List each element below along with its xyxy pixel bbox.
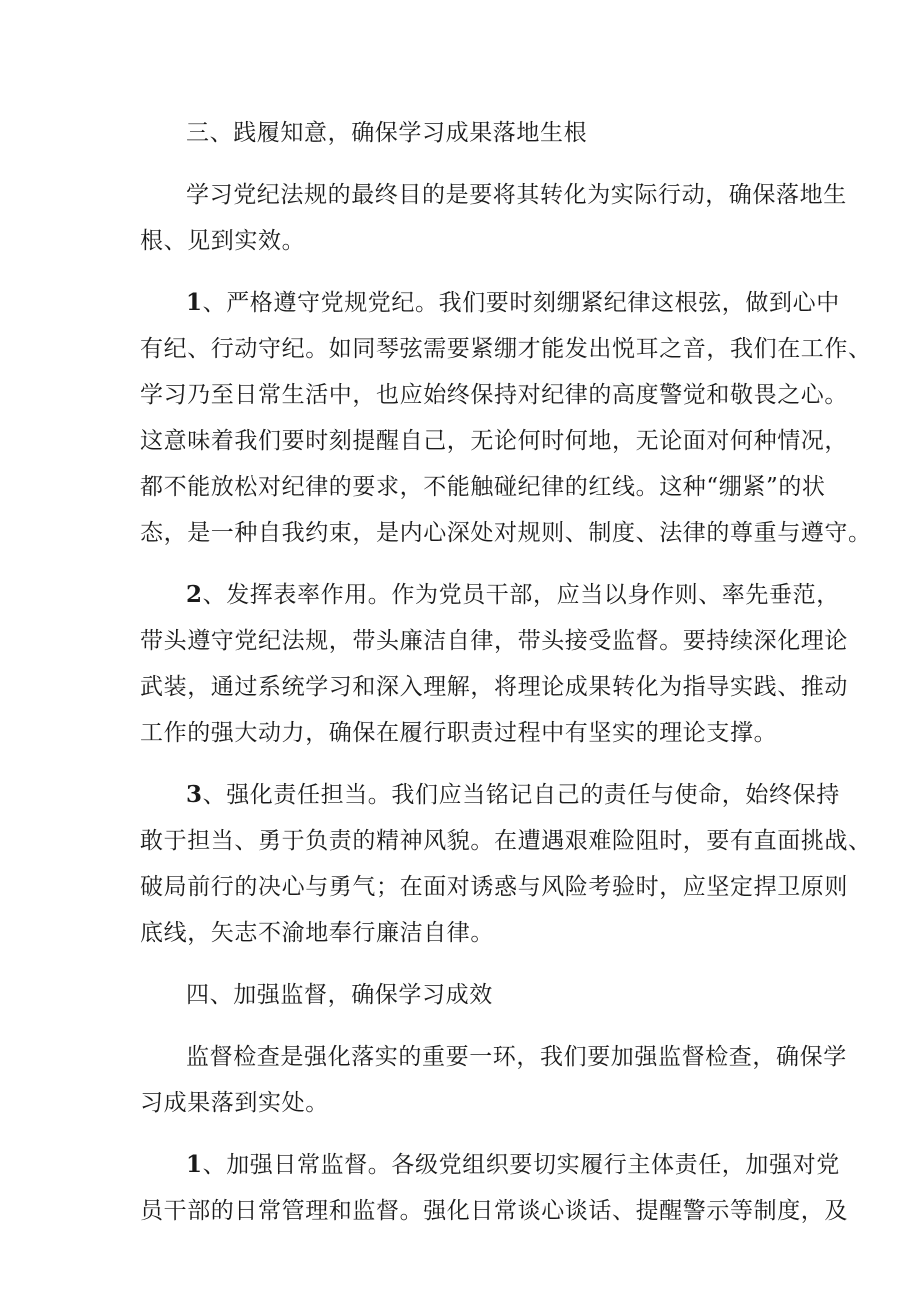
item-line	[186, 580, 840, 610]
item-line: 态，是一种自我约束，是内心深处对规则、制度、法律的尊重与遵守。	[140, 520, 872, 546]
item-text: 、强化责任担当。我们应当铭记自己的责任与使命，始终保持	[202, 782, 840, 808]
item-number: 1	[186, 1151, 203, 1178]
paragraph-line: 监督检查是强化落实的重要一环，我们要加强监督检查，确保学	[186, 1044, 847, 1070]
paragraph-line: 学习党纪法规的最终目的是要将其转化为实际行动，确保落地生	[186, 182, 847, 208]
item-line: 工作的强大动力，确保在履行职责过程中有坚实的理论支撑。	[140, 720, 778, 746]
paragraph-line: 根、见到实效。	[140, 228, 306, 254]
item-number: 1	[186, 289, 203, 316]
section-heading-4: 四、加强监督，确保学习成效	[186, 982, 493, 1008]
item-line: 学习乃至日常生活中，也应始终保持对纪律的高度警觉和敬畏之心。	[140, 382, 848, 408]
item-line: 这意味着我们要时刻提醒自己，无论何时何地，无论面对何种情况，	[140, 428, 848, 454]
item-line: 带头遵守党纪法规，带头廉洁自律，带头接受监督。要持续深化理论	[140, 628, 848, 654]
item-line: 底线，矢志不渝地奉行廉洁自律。	[140, 920, 494, 946]
item-text: 、严格遵守党规党纪。我们要时刻绷紧纪律这根弦，做到心中	[202, 290, 840, 316]
paragraph-line: 习成果落到实处。	[140, 1090, 329, 1116]
item-line	[186, 288, 840, 318]
item-number: 3	[186, 781, 203, 808]
item-line	[186, 780, 840, 810]
item-line: 武装，通过系统学习和深入理解，将理论成果转化为指导实践、推动	[140, 674, 848, 700]
item-line: 员干部的日常管理和监督。强化日常谈心谈话、提醒警示等制度，及	[140, 1198, 848, 1224]
item-text: 、发挥表率作用。作为党员干部，应当以身作则、率先垂范，	[202, 582, 840, 608]
item-line: 有纪、行动守纪。如同琴弦需要紧绷才能发出悦耳之音，我们在工作、	[140, 336, 872, 362]
section-heading-3: 三、践履知意，确保学习成果落地生根	[186, 120, 588, 146]
item-line: 破局前行的决心与勇气；在面对诱惑与风险考验时，应坚定捍卫原则	[140, 874, 848, 900]
item-line: 都不能放松对纪律的要求，不能触碰纪律的红线。这种“绷紧”的状	[140, 474, 826, 500]
item-line: 敢于担当、勇于负责的精神风貌。在遭遇艰难险阻时，要有直面挑战、	[140, 828, 872, 854]
item-number: 2	[186, 581, 203, 608]
item-text: 、加强日常监督。各级党组织要切实履行主体责任，加强对党	[202, 1152, 840, 1178]
item-line	[186, 1150, 840, 1180]
